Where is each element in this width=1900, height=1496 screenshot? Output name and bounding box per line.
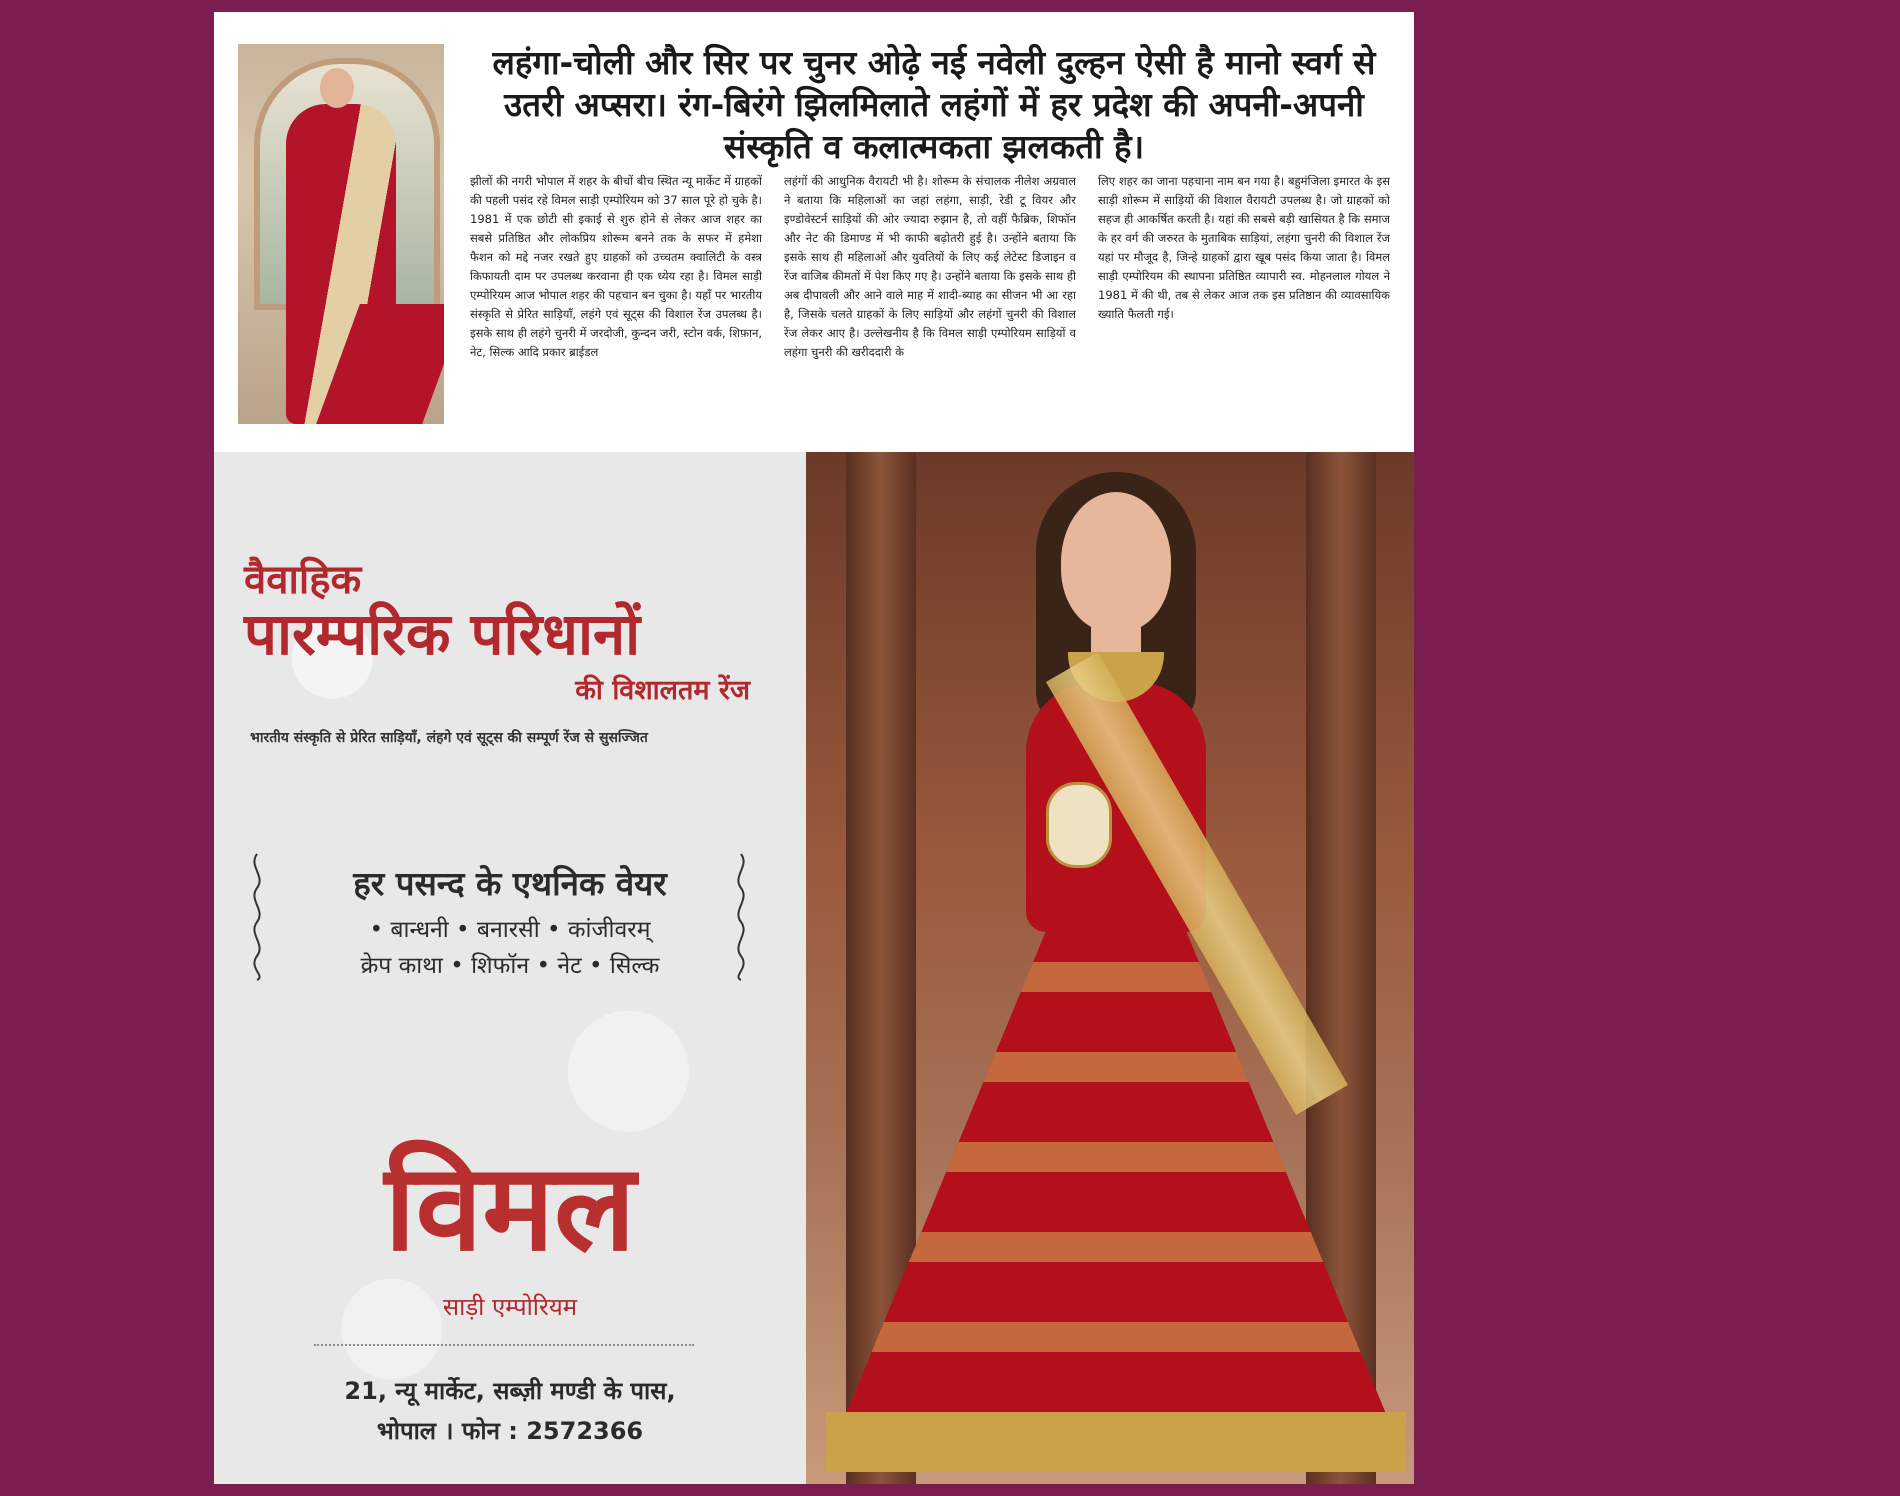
potli-bag — [1046, 782, 1112, 868]
article-column-2: लहंगों की आधुनिक वैरायटी भी है। शोरूम के संचालक नीलेश अग्रवाल ने बताया कि महिलाओं का जहां लहंगा, साड़ी, रेडी टू वियर और इण्डोवेस्टर्न साड़ियों की ओर ज्यादा रुझान है, तो वहीं फैब्रिक, शिफॉन और नेट की डिमाण्ड में भी काफी बढ़ोतरी हुई है। उन्होंने बताया कि इसके साथ ही महिलाओं और युवतियों के लिए कई लेटेस्ट डिजाइन व रेंज वाजिब कीमतों में पेश किए गए है। उन्होंने बताया कि इसके साथ ही अब दीपावली और आने वाले माह में शादी-ब्याह का सीजन भी आ रहा है, जिसके चलते ग्राहकों के लिए साड़ियों और लहंगों चुनरी की विशाल रेंज लेकर आए है। उल्लेखनीय है कि विमल साड़ी एम्पोरियम साड़ियों व लहंगा चुनरी की खरीददारी के — [784, 174, 1076, 359]
ad-heading-big: पारम्परिक परिधानों — [244, 600, 641, 668]
newspaper-page — [214, 12, 1414, 1484]
bride-saree-photo — [238, 44, 444, 424]
article-column-1: झीलों की नगरी भोपाल में शहर के बीचों बीच स्थित न्यू मार्केट में ग्राहकों की पहली पसंद रहे विमल साड़ी एम्पोरियम को 37 साल पूरे हो चुके है। 1981 में एक छोटी सी इकाई से शुरु होने से लेकर आज शहर का सबसे प्रतिष्ठित और लोकप्रिय शोरूम बनने तक के सफर में हमेशा फैशन को मद्दे नजर रखते हुए ग्राहकों को उच्चतम क्वालिटी के वस्त्र किफायती दाम पर उपलब्ध करवाना ही एक ध्येय रहा है। विमल साड़ी एम्पोरियम आज भोपाल शहर की पहचान बन चुका है। यहाँ पर भारतीय संस्कृति से प्रेरित साड़ियाँ, लहंगे एवं सूट्स की विशाल रेंज उपलब्ध है। इसके साथ ही लहंगे चुनरी में जरदोजी, कुन्दन जरी, स्टोन वर्क, शिफ़ान, नेट, सिल्क आदि प्रकार ब्राईडल — [470, 174, 762, 359]
brand-logo-text: विमल — [384, 1137, 636, 1278]
ethnic-wear-title: हर पसन्द के एथनिक वेयर — [353, 864, 667, 903]
model-head — [320, 68, 354, 108]
brand-subtitle: साड़ी एम्पोरियम — [442, 1293, 578, 1321]
bridal-model-photo — [806, 452, 1414, 1484]
address-line-2: भोपाल । फोन : 2572366 — [376, 1417, 644, 1445]
advertisement-text-panel — [214, 452, 806, 1484]
editorial-section — [214, 12, 1414, 452]
lehenga-border — [826, 1412, 1406, 1472]
article-headline: लहंगा-चोली और सिर पर चुनर ओढ़े नई नवेली दुल्हन ऐसी है मानो स्वर्ग से उतरी अप्सरा। रंग-बिरंगे झिलमिलाते लहंगों में हर प्रदेश की अपनी-अपनी संस्कृति व कलात्मकता झलकती है। — [492, 43, 1376, 166]
fabric-list-line-2: क्रेप काथा • शिफॉन • नेट • सिल्क — [360, 953, 660, 979]
article-column-3: लिए शहर का जाना पहचाना नाम बन गया है। बहुमंजिला इमारत के इस साड़ी शोरूम में साड़ियों की विशाल वैरायटी उपलब्ध है। जो ग्राहकों को सहज ही आकर्षित करती है। यहां की सबसे बड़ी खासियत है कि समाज के हर वर्ग की जरुरत के मुताबिक साड़ियां, लहंगा चुनरी की विशाल रेंज यहां पर मौजूद है, जिन्हे ग्राहकों द्वारा खूब पसंद किया जाता है। विमल साड़ी एम्पोरियम की स्थापना प्रतिष्ठित व्यापारी स्व. मोहनलाल गोयल ने 1981 में की थी, तब से लेकर आज तक इस प्रतिष्ठान की व्यावसायिक ख्याति फैलती गई। — [1098, 174, 1390, 321]
ad-heading-small: वैवाहिक — [244, 557, 362, 603]
ad-heading-range: की विशालतम रेंज — [575, 675, 750, 706]
model-face — [1061, 492, 1171, 632]
fabric-list-line-1: • बान्धनी • बनारसी • कांजीवरम् — [369, 917, 651, 943]
ad-tagline: भारतीय संस्कृति से प्रेरित साड़ियाँ, लंहगे एवं सूट्स की सम्पूर्ण रेंज से सुसज्जित — [250, 730, 648, 746]
article-columns — [470, 172, 1390, 444]
dotted-divider — [314, 1344, 694, 1346]
address-line-1: 21, न्यू मार्केट, सब्ज़ी मण्डी के पास, — [344, 1377, 676, 1405]
